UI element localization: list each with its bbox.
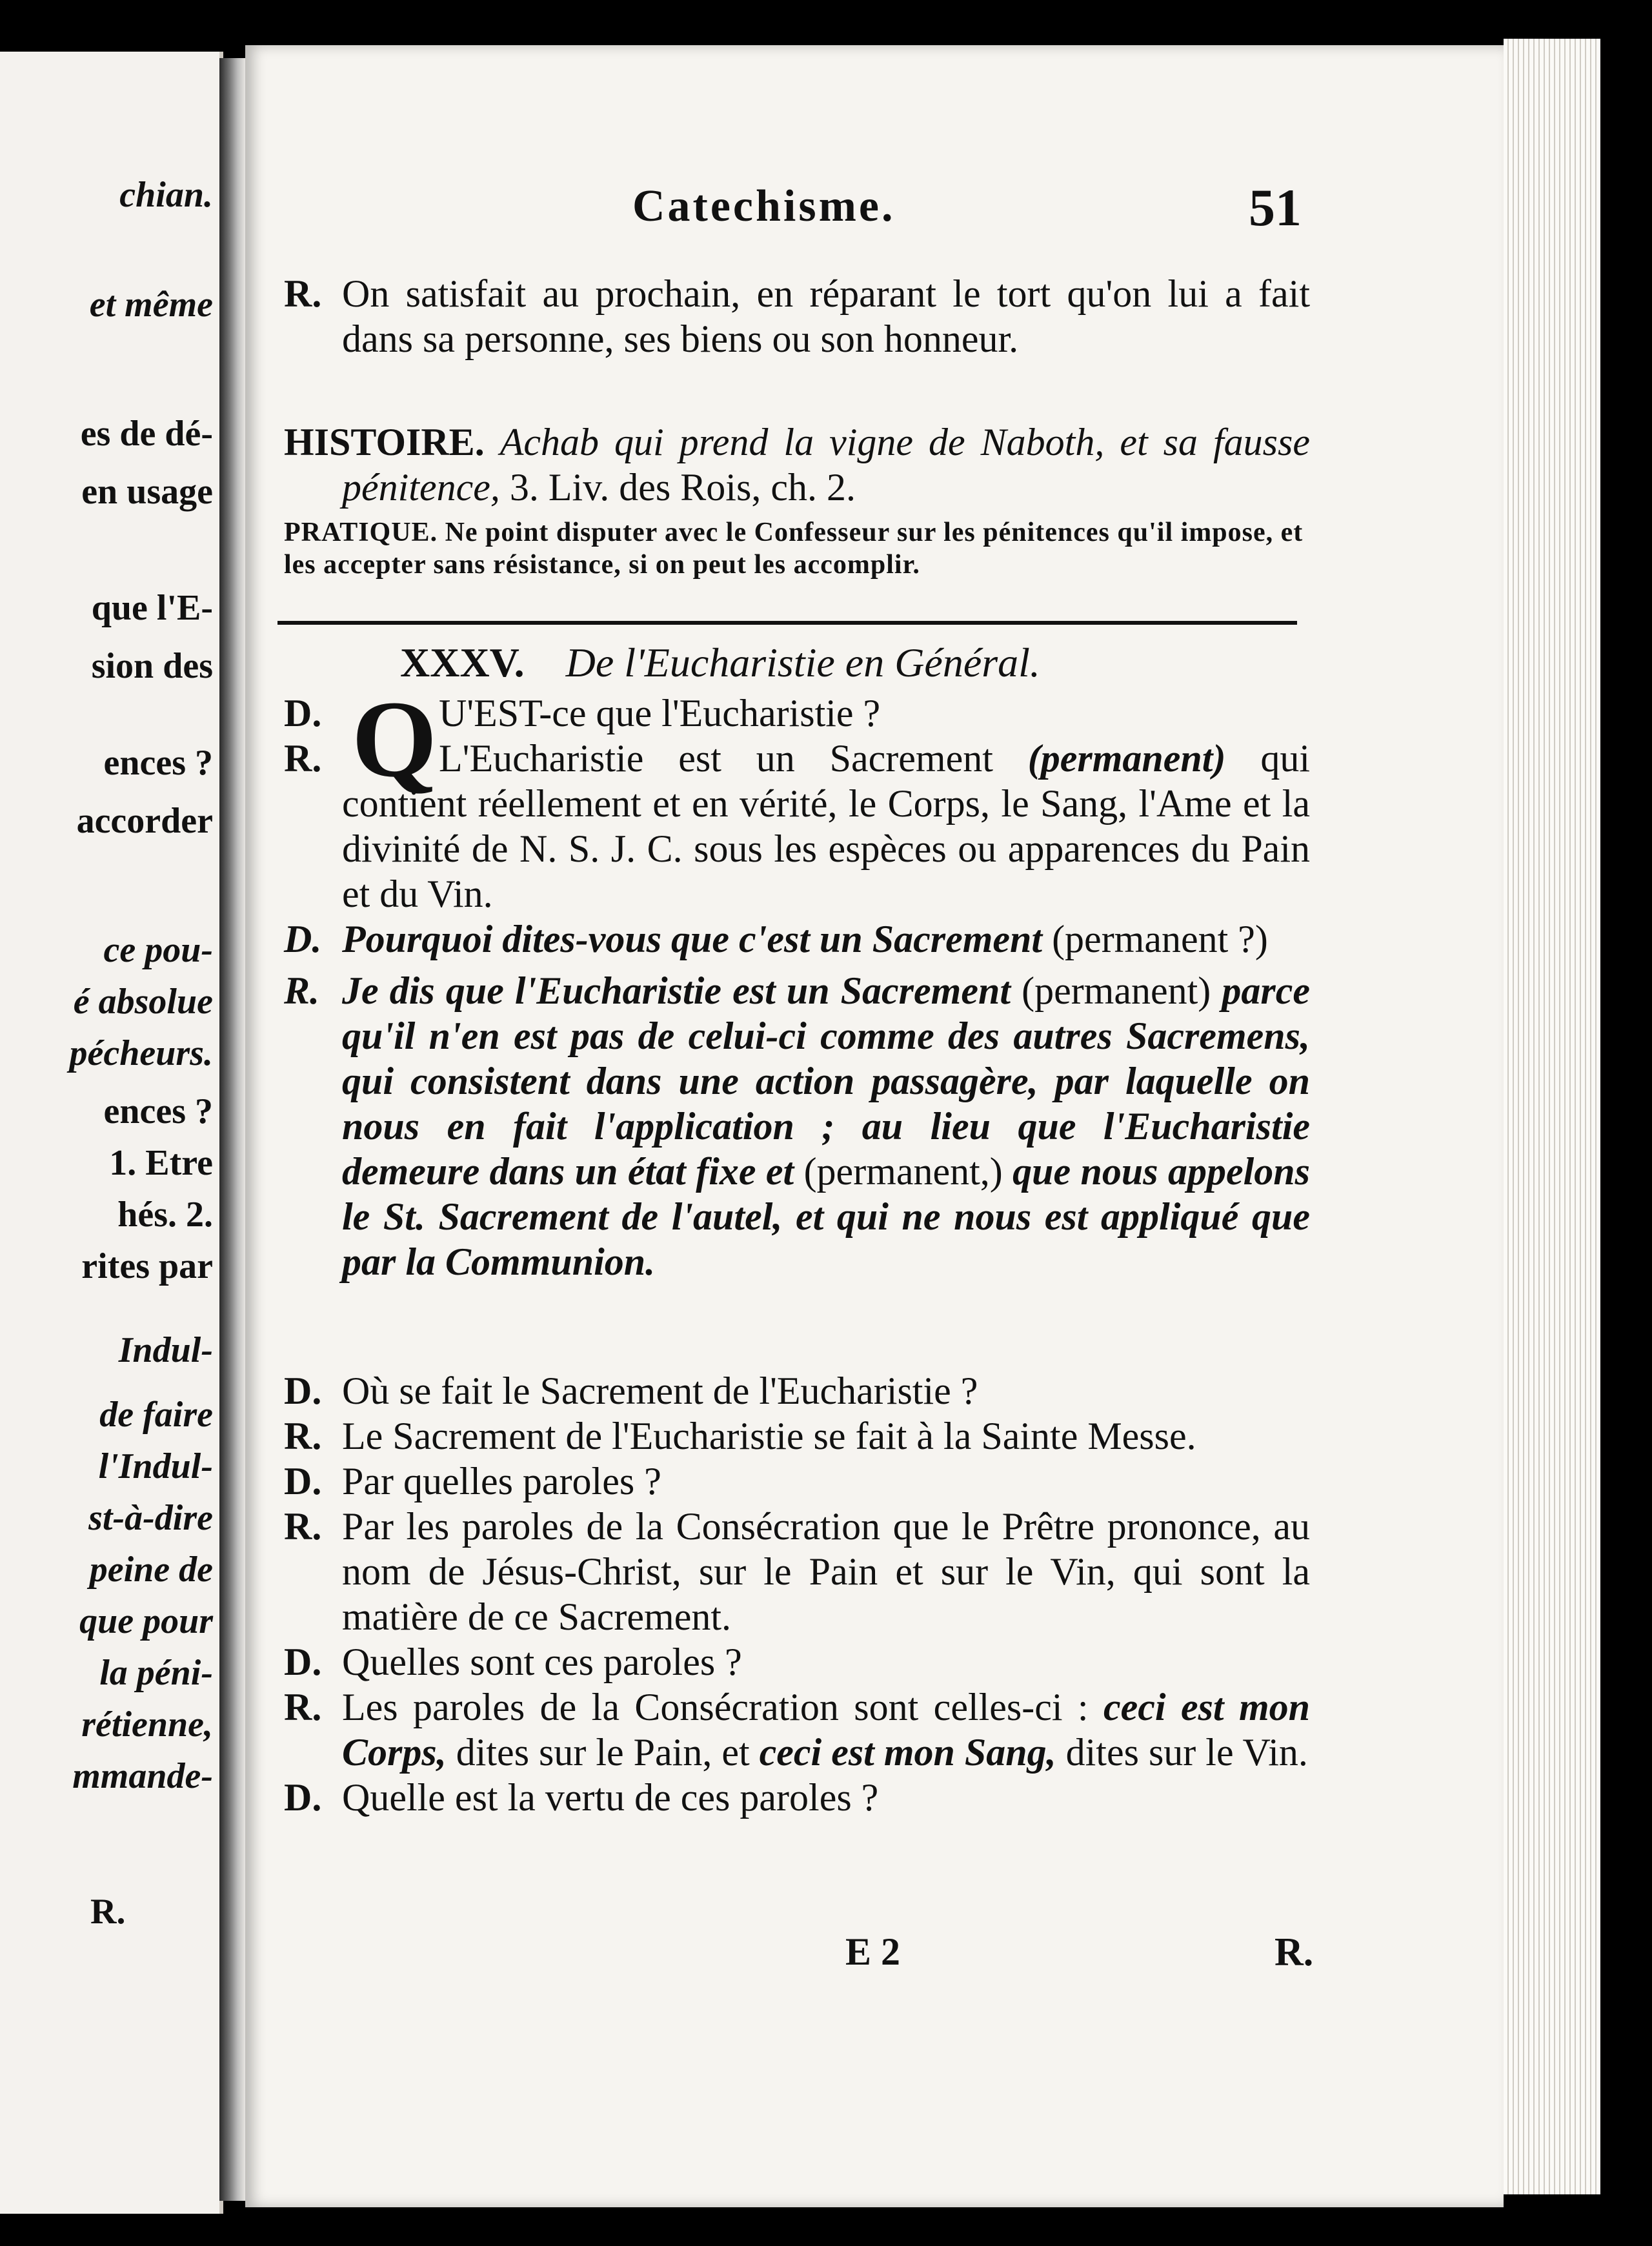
page-edges xyxy=(1504,39,1600,2194)
answer-text xyxy=(342,968,1310,1284)
answer-text-part: (permanent) xyxy=(1027,737,1226,780)
answer-text-part: dites sur le Vin. xyxy=(1065,1731,1308,1774)
answer-label: R. xyxy=(284,1686,322,1728)
left-page-fragment: ce pou- xyxy=(103,930,213,970)
question-text-part: Pourquoi dites-vous que c'est un Sacrement xyxy=(342,918,1043,960)
histoire xyxy=(284,420,1310,510)
left-page-fragment: la péni- xyxy=(99,1653,213,1693)
left-page-fragment: de faire xyxy=(99,1395,213,1435)
section-heading xyxy=(400,639,1040,687)
question-label: D. xyxy=(284,1460,322,1502)
left-page-fragment: que l'E- xyxy=(91,588,213,628)
left-page-fragment: es de dé- xyxy=(80,414,213,454)
answer-text-part: Je dis que l'Eucharistie est un Sacrement xyxy=(342,969,1011,1012)
answer-text-part: (permanent,) xyxy=(803,1150,1003,1193)
left-page-fragment: sion des xyxy=(91,646,213,686)
histoire-reference: 3. Liv. des Rois, ch. 2. xyxy=(509,466,856,509)
pratique xyxy=(284,516,1310,581)
left-page-fragment: en usage xyxy=(81,472,213,512)
pratique-text: Ne point disputer avec le Confesseur sur les pénitences qu'il impose, et les accepter sans résistance, si on peut les accomplir. xyxy=(284,518,1304,580)
section-title: De l'Eucharistie en Général. xyxy=(565,640,1040,685)
answer-label: R. xyxy=(284,969,320,1012)
signature-mark: E 2 xyxy=(845,1930,901,1973)
question-text: Par quelles paroles ? xyxy=(342,1460,661,1502)
question-label: D. xyxy=(284,1641,322,1683)
answer-text: Par les paroles de la Consécration que le Prêtre prononce, au nom de Jésus-Christ, sur le Pain et sur le Vin, qui sont la matière de ce Sacrement. xyxy=(342,1505,1310,1638)
question-label: D. xyxy=(284,918,322,960)
left-page-fragment: hés. 2. xyxy=(117,1195,213,1235)
question-text: U'EST-ce que l'Eucharistie ? xyxy=(439,692,881,734)
question-label: D. xyxy=(284,1776,322,1819)
pratique-label: PRATIQUE. xyxy=(284,518,438,547)
answer-text xyxy=(342,736,1310,916)
left-page-fragment: ences ? xyxy=(103,1091,213,1131)
answer-text: On satisfait au prochain, en réparant le tort qu'on lui a fait dans sa personne, ses biens ou son honneur. xyxy=(342,272,1310,360)
section-number: XXXV. xyxy=(400,640,525,685)
question-label: D. xyxy=(284,1370,322,1412)
question-text xyxy=(342,916,1310,962)
answer-label: R. xyxy=(284,272,322,315)
catchword: R. xyxy=(1274,1930,1314,1974)
answer-text-part: parce qu'il n'en est pas de celui-ci comme des autres Sacremens, qui consistent dans une action passagère, par laquelle on nous en fait l'application ; au lieu que l'Eucharistie demeure dans un état fixe et xyxy=(342,969,1310,1193)
qa-block-2 xyxy=(284,916,1310,1284)
left-page xyxy=(0,52,223,2214)
left-page-fragment: st-à-dire xyxy=(88,1498,213,1538)
left-page-fragment: accorder xyxy=(76,801,213,841)
question-text: Quelle est la vertu de ces paroles ? xyxy=(342,1776,879,1819)
question-text: Où se fait le Sacrement de l'Eucharistie ? xyxy=(342,1370,978,1412)
answer-text: Le Sacrement de l'Eucharistie se fait à la Sainte Messe. xyxy=(342,1415,1196,1457)
left-page-fragment: mmande- xyxy=(72,1756,213,1796)
drop-cap: Q xyxy=(352,678,438,800)
answer-label: R. xyxy=(284,1415,322,1457)
left-page-fragment: rétienne, xyxy=(81,1705,213,1745)
answer-text-part: ceci est mon Sang, xyxy=(759,1731,1056,1774)
histoire-text: Achab qui prend la vigne de Naboth, et sa fausse pénitence, xyxy=(342,421,1311,509)
running-title: Catechisme. xyxy=(632,181,896,231)
answer-text-part: dites sur le Pain, et xyxy=(456,1731,750,1774)
question-label: D. xyxy=(284,692,322,734)
question-text: Quelles sont ces paroles ? xyxy=(342,1641,742,1683)
qa-block-3 xyxy=(284,1368,1310,1820)
answer-text-part: L'Eucharistie est un Sacrement xyxy=(439,737,993,780)
left-page-fragment: R. xyxy=(90,1892,126,1932)
left-page-fragment: pécheurs. xyxy=(69,1033,213,1073)
answer-text-part: ceci est mon Corps, xyxy=(342,1686,1311,1774)
left-page-fragment: que pour xyxy=(79,1601,213,1641)
question-text-part: (permanent ?) xyxy=(1052,918,1268,960)
top-answer xyxy=(284,271,1310,361)
answer-text-part: qui contient réellement et en vérité, le Corps, le Sang, l'Ame et la divinité de N. S. J. C. sous les espèces ou apparences du Pain et du Vin. xyxy=(342,737,1310,915)
book-spine xyxy=(219,58,245,2201)
left-page-fragment: peine de xyxy=(89,1550,213,1590)
left-page-fragment: rites par xyxy=(81,1246,213,1286)
left-page-fragment: ences ? xyxy=(103,743,213,783)
left-page-fragment: Indul- xyxy=(118,1330,213,1370)
left-page-fragment: é absolue xyxy=(73,982,213,1022)
answer-text-part: Les paroles de la Consécration sont celles-ci : xyxy=(342,1686,1089,1728)
left-page-fragment: l'Indul- xyxy=(98,1446,213,1486)
left-page-fragment: 1. Etre xyxy=(109,1143,213,1183)
qa-block-1 xyxy=(284,691,1310,916)
answer-text xyxy=(342,1685,1310,1775)
page-number: 51 xyxy=(1249,178,1302,237)
histoire-label: HISTOIRE. xyxy=(284,421,485,463)
answer-text-part: que nous appelons le St. Sacrement de l'autel, et qui ne nous est appliqué que par la Communion. xyxy=(342,1150,1311,1283)
left-page-fragment: et même xyxy=(89,285,213,325)
answer-label: R. xyxy=(284,737,322,780)
left-page-fragment: chian. xyxy=(119,175,213,215)
answer-label: R. xyxy=(284,1505,322,1548)
section-divider xyxy=(277,621,1297,625)
answer-text-part: (permanent) xyxy=(1022,969,1211,1012)
